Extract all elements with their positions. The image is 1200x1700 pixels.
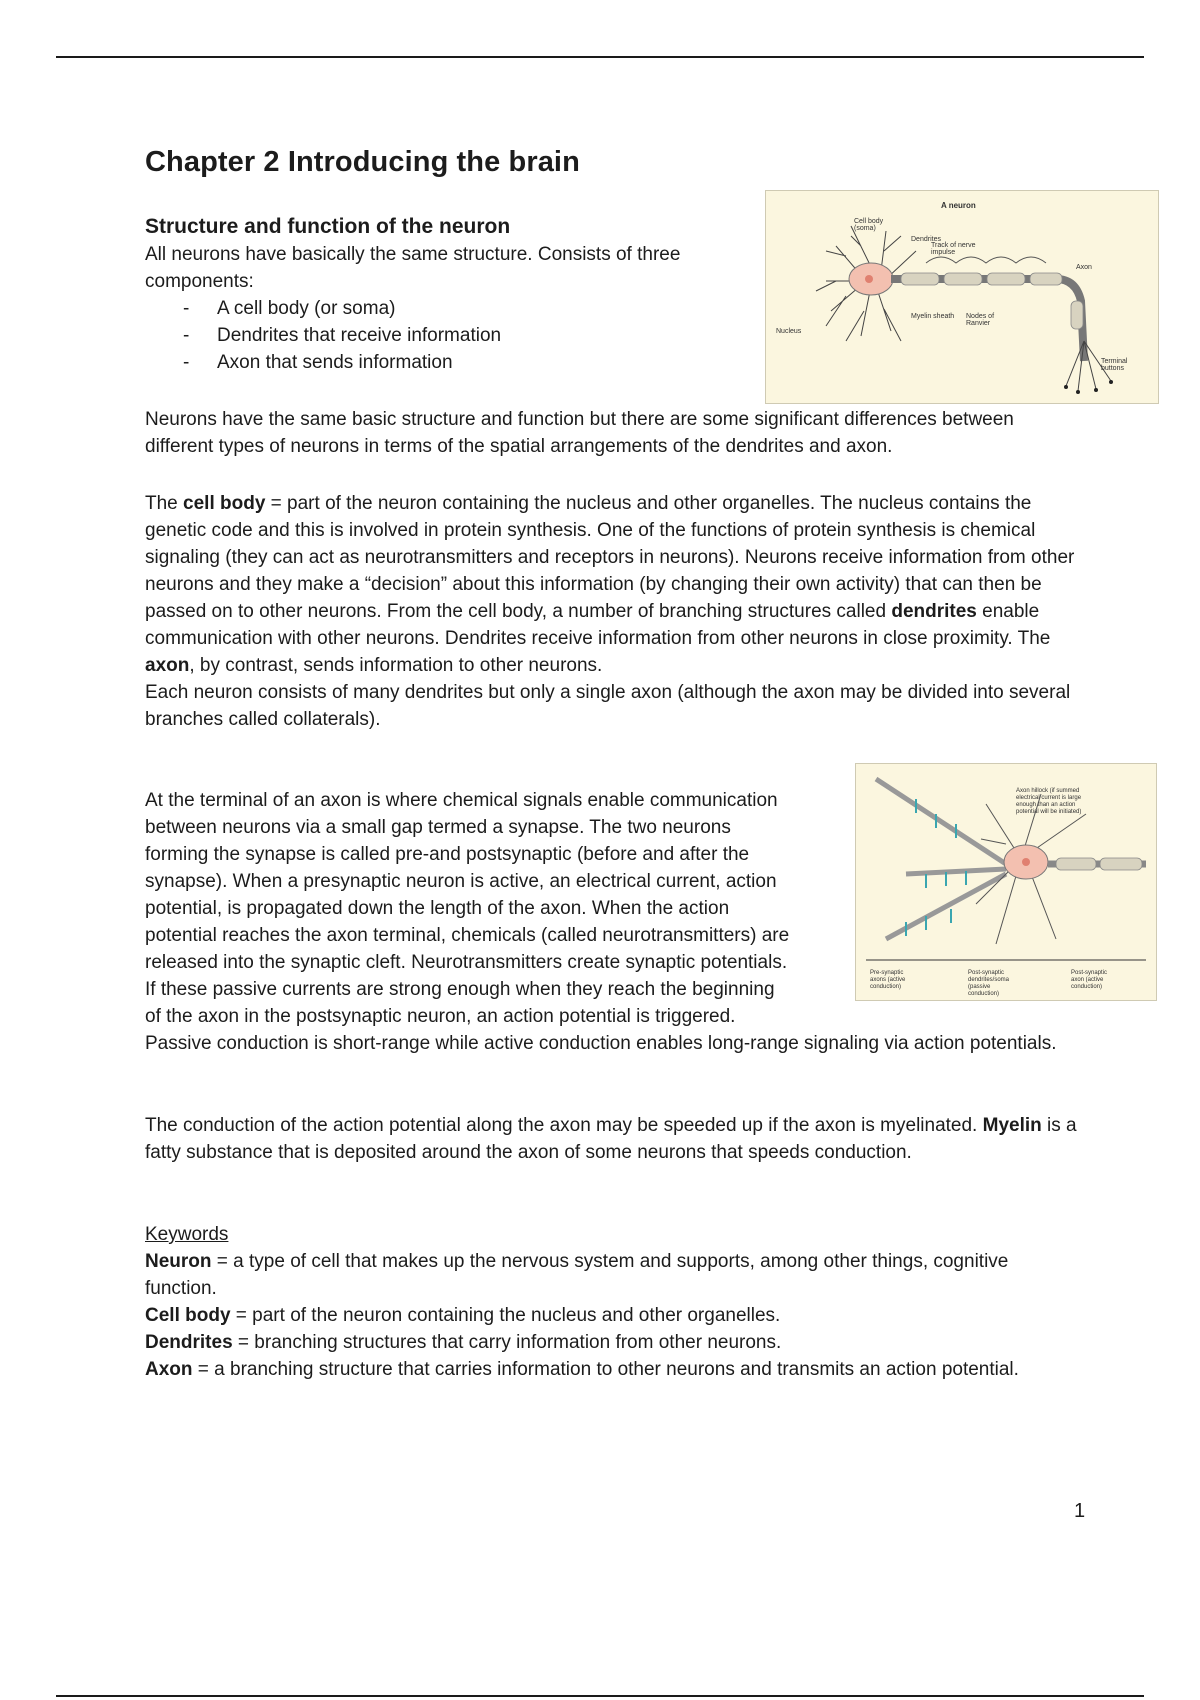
myelin-segments [901, 273, 1083, 329]
label-track: Track of nerve impulse [931, 242, 976, 256]
paragraph-myelin [145, 1112, 1085, 1166]
list-item: - Axon that sends information [145, 349, 705, 376]
page-number: 1 [1074, 1500, 1086, 1522]
label-post-axon: Post-synaptic axon (active conduction) [1071, 970, 1108, 990]
presynaptic-axons [876, 779, 1006, 939]
chapter-title: Chapter 2 Introducing the brain [145, 146, 580, 178]
label-nodes: Nodes of Ranvier [966, 313, 995, 327]
figure-title: A neuron [941, 201, 976, 210]
keyword-item: Cell body = part of the neuron containing the nucleus and other organelles. [145, 1305, 781, 1326]
list-item: - Dendrites that receive information [145, 322, 705, 349]
label-dendrites: Dendrites [911, 236, 941, 243]
label-hillock: Axon hillock (if summed electrical current is large enough than an action potential will be initiated) [1016, 788, 1082, 815]
neuron-diagram [766, 191, 1158, 403]
label-nucleus: Nucleus [776, 328, 802, 335]
terminal-buttons [1064, 380, 1113, 394]
nucleus-shape [865, 275, 873, 283]
impulse-track [926, 257, 1046, 263]
keyword-item: Axon = a branching structure that carries information to other neurons and transmits an action potential. [145, 1359, 1019, 1380]
label-cell-body: Cell body (soma) [854, 218, 884, 232]
postsynaptic-nucleus [1022, 858, 1030, 866]
para-text: The conduction of the action potential along the axon may be speeded up if the axon is myelinated. Myelin is a fatty substance that is deposited around the axon of some neurons that speeds conduction. [145, 1115, 1077, 1163]
label-post-dend: Post-synaptic dendrites/soma (passive conduction) [968, 970, 1010, 997]
keyword-item: Neuron = a type of cell that makes up the nervous system and supports, among other things, cognitive function. [145, 1251, 1009, 1299]
para-text: Neurons have the same basic structure and function but there are some significant differences between different types of neurons in terms of the spatial arrangements of the dendrites and axon. [145, 409, 1014, 457]
bottom-rule [56, 1695, 1144, 1697]
paragraph-cell-body [145, 490, 1085, 733]
label-axon: Axon [1076, 264, 1092, 271]
label-pre: Pre-synaptic axons (active conduction) [870, 970, 906, 990]
components-list [145, 295, 705, 376]
keywords-heading: Keywords [145, 1224, 229, 1245]
paragraph-differences [145, 406, 1085, 460]
section-heading: Structure and function of the neuron [145, 215, 511, 238]
para-text: The cell body = part of the neuron containing the nucleus and other organelles. The nucleus contains the genetic code and this is involved in protein synthesis. One of the functions of protein synthesis is chemical signaling (they can act as neurotransmitters and receptors in neurons). Neurons receive information from other neurons and they make a “decision” about this information (by changing their own activity) that can then be passed on to other neurons. From the cell body, a number of branching structures called dendrites enable communication with other neurons. Dendrites receive information from other neurons in close proximity. The axon, by contrast, sends information to other neurons. [145, 493, 1075, 676]
list-item: - A cell body (or soma) [145, 295, 705, 322]
synapse-markers [906, 799, 966, 936]
top-rule [56, 56, 1144, 58]
neuron-structure-section [145, 213, 705, 376]
synapse-figure [855, 763, 1157, 1001]
para-text: At the terminal of an axon is where chemical signals enable communication between neurons via a small gap termed a synapse. The two neurons forming the synapse is called pre-and postsynaptic (before and after the synapse). When a presynaptic neuron is active, an electrical current, action potential, is propagated down the length of the axon. When the action potential reaches the axon terminal, chemicals (called neurotransmitters) are released into the synaptic cleft. Neurotransmitters create synaptic potentials. If these passive currents are strong enough when they reach the beginning of the axon in the postsynaptic neuron, an action potential is triggered. Passive conduction is short-range while active conduction enables long-range signaling via action potentials. [145, 790, 1057, 1054]
label-myelin: Myelin sheath [911, 313, 955, 320]
neuron-figure [765, 190, 1159, 404]
para-text: Each neuron consists of many dendrites but only a single axon (although the axon may be divided into several branches called collaterals). [145, 682, 1071, 730]
keyword-item: Dendrites = branching structures that carry information from other neurons. [145, 1332, 782, 1353]
label-terminal: Terminal buttons [1101, 358, 1128, 372]
synapse-diagram [856, 764, 1156, 1000]
section-intro: All neurons have basically the same structure. Consists of three components: [145, 244, 681, 292]
keywords-section [145, 1221, 1085, 1383]
